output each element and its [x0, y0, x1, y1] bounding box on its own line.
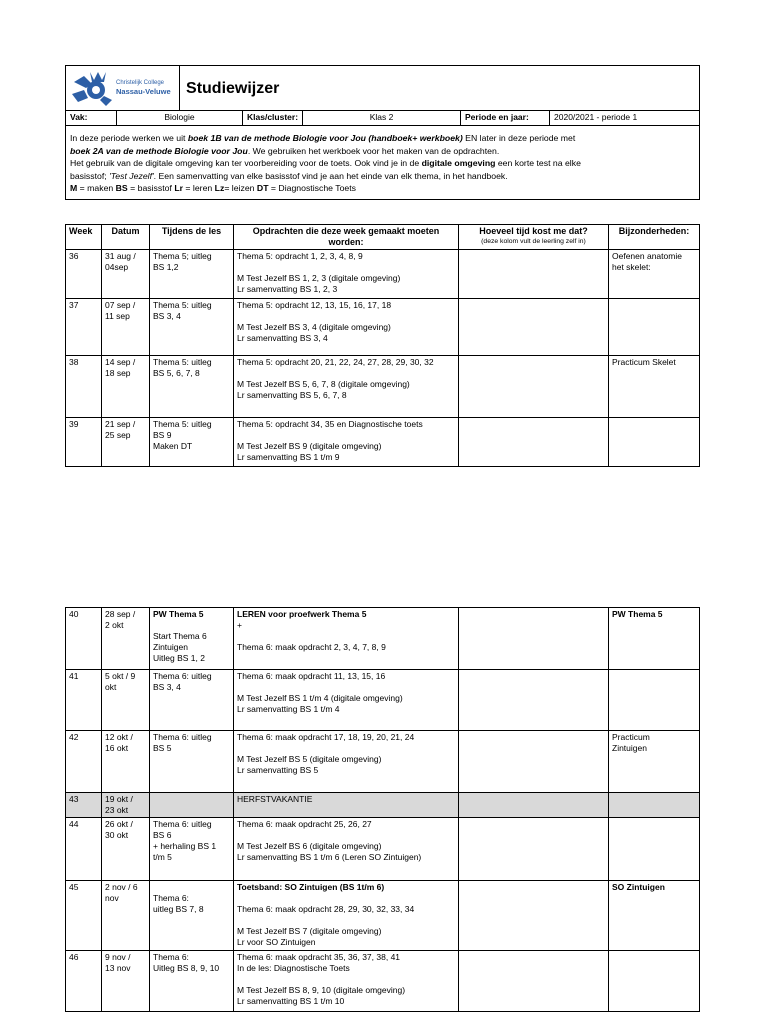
cell-text: t/m 5 [153, 852, 172, 862]
cell-text: 26 okt / [105, 819, 133, 829]
cell-text: Practicum Skelet [612, 357, 676, 367]
cell-text: 30 okt [105, 830, 129, 840]
cell-text: 13 nov [105, 963, 131, 973]
col-opdrachten: Opdrachten die deze week gemaakt moeten worden: [234, 225, 459, 250]
nassau-veluwe-crest-icon [70, 68, 114, 108]
cell-text: 2 okt [105, 620, 124, 630]
tijdens-cell [150, 418, 234, 467]
datum-cell [102, 608, 150, 670]
cell-text: Thema 6: uitleg [153, 732, 212, 742]
cell-text: 37 [69, 300, 79, 310]
opdracht-cell [234, 793, 459, 818]
cell-text: okt [105, 682, 117, 692]
col-hoeveel-sub: (deze kolom vult de leerling zelf in) [481, 238, 586, 245]
tijd-cell[interactable] [459, 670, 609, 731]
week-cell [66, 793, 102, 818]
intro-text-1c: EN later in deze periode met [462, 133, 576, 143]
cell-text [237, 262, 455, 273]
tijdens-cell [150, 299, 234, 356]
cell-text: BS 3, 4 [153, 682, 181, 692]
tijdens-cell [150, 793, 234, 818]
intro-text [66, 126, 700, 200]
week-cell [66, 299, 102, 356]
table-row [66, 670, 700, 731]
col-datum: Datum [102, 225, 150, 250]
cell-text: 31 aug / [105, 251, 136, 261]
cell-text: 46 [69, 952, 79, 962]
cell-text: 43 [69, 794, 79, 804]
cell-text: Start Thema 6 [153, 631, 207, 641]
cell-text: 14 sep / [105, 357, 136, 367]
cell-text: PW Thema 5 [153, 609, 204, 619]
cell-text: LEREN voor proefwerk Thema 5 [237, 609, 367, 619]
logo-cell [66, 66, 180, 111]
cell-text: BS 6 [153, 830, 172, 840]
intro-text-3a: Het gebruik van de digitale omgeving kan ter voorbereiding voor de toets. Ook vind je in de [70, 158, 422, 168]
cell-text [237, 830, 455, 841]
cell-text [237, 893, 455, 904]
cell-text: 19 okt / [105, 794, 133, 804]
tijd-cell[interactable] [459, 818, 609, 881]
periode-label: Periode en jaar: [461, 111, 550, 126]
cell-text [153, 620, 230, 631]
cell-text: Thema 6: maak opdracht 25, 26, 27 [237, 819, 372, 829]
periode-value: 2020/2021 - periode 1 [550, 111, 700, 126]
legend-lz-text: = leizen [224, 183, 257, 193]
cell-text: Thema 6: [153, 952, 189, 962]
table-row [66, 731, 700, 793]
bijzonderheden-cell [609, 731, 700, 793]
table-row [66, 951, 700, 1012]
table-row [66, 299, 700, 356]
intro-text-3b: digitale omgeving [421, 158, 496, 168]
intro-text-4b: 'Test Jezelf' [109, 170, 154, 181]
cell-text: Thema 5: opdracht 34, 35 en Diagnostische toets [237, 419, 423, 429]
legend-lz: Lz [214, 183, 225, 193]
week-cell [66, 250, 102, 299]
opdracht-cell [234, 881, 459, 951]
datum-cell [102, 356, 150, 418]
datum-cell [102, 951, 150, 1012]
opdracht-cell [234, 670, 459, 731]
tijd-cell[interactable] [459, 793, 609, 818]
cell-text: 04sep [105, 262, 129, 272]
bijzonderheden-cell [609, 818, 700, 881]
cell-text: Lr voor SO Zintuigen [237, 937, 316, 947]
cell-text: Thema 6: maak opdracht 11, 13, 15, 16 [237, 671, 386, 681]
cell-text: 9 nov / [105, 952, 131, 962]
cell-text: 45 [69, 882, 79, 892]
bijzonderheden-cell [609, 670, 700, 731]
schedule-table-2 [65, 607, 700, 1012]
vak-value: Biologie [117, 111, 243, 126]
col-tijdens: Tijdens de les [150, 225, 234, 250]
opdracht-cell [234, 418, 459, 467]
cell-text: Thema 6: maak opdracht 35, 36, 37, 38, 41 [237, 952, 401, 962]
cell-text: 18 sep [105, 368, 131, 378]
cell-text: Uitleg BS 1, 2 [153, 653, 205, 663]
col-bijzonderheden: Bijzonderheden: [609, 225, 700, 250]
bijzonderheden-cell [609, 608, 700, 670]
legend-m-text: = maken [77, 183, 116, 193]
cell-text: Lr samenvatting BS 1 t/m 10 [237, 996, 345, 1006]
datum-cell [102, 793, 150, 818]
cell-text: Lr samenvatting BS 1, 2, 3 [237, 284, 338, 294]
table-row [66, 250, 700, 299]
bijzonderheden-cell [609, 951, 700, 1012]
cell-text: HERFSTVAKANTIE [237, 794, 313, 804]
week-cell [66, 608, 102, 670]
cell-text: M Test Jezelf BS 5, 6, 7, 8 (digitale omgeving) [237, 379, 410, 389]
cell-text: 23 okt [105, 805, 129, 815]
cell-text [237, 430, 455, 441]
legend-bs-text: = basisstof [127, 183, 175, 193]
cell-text: Toetsband: SO Zintuigen (BS 1t/m 6) [237, 882, 385, 892]
table-row [66, 881, 700, 951]
datum-cell [102, 818, 150, 881]
datum-cell [102, 881, 150, 951]
week-cell [66, 818, 102, 881]
intro-text-4c: . Een samenvatting van elke basisstof vind je aan het einde van elk thema, in het handboek. [153, 170, 508, 181]
col-week: Week [66, 225, 102, 250]
cell-text: 38 [69, 357, 79, 367]
tijdens-cell [150, 818, 234, 881]
week-cell [66, 670, 102, 731]
cell-text: 21 sep / [105, 419, 136, 429]
legend-dt: DT [256, 183, 269, 193]
school-logo [66, 68, 179, 108]
opdracht-cell [234, 356, 459, 418]
week-cell [66, 951, 102, 1012]
cell-text: BS 5, 6, 7, 8 [153, 368, 200, 378]
cell-text: 2 nov / 6 [105, 882, 138, 892]
table-row [66, 608, 700, 670]
cell-text: Zintuigen [153, 642, 188, 652]
cell-text: BS 5 [153, 743, 172, 753]
opdracht-cell [234, 299, 459, 356]
cell-text: Zintuigen [612, 743, 647, 753]
cell-text: 16 okt [105, 743, 129, 753]
cell-text [237, 311, 455, 322]
tijd-cell[interactable] [459, 731, 609, 793]
cell-text: 07 sep / [105, 300, 136, 310]
cell-text: 41 [69, 671, 79, 681]
cell-text: Thema 6: maak opdracht 2, 3, 4, 7, 8, 9 [237, 642, 386, 652]
table-row [66, 356, 700, 418]
cell-text [237, 631, 455, 642]
cell-text: uitleg BS 7, 8 [153, 904, 204, 914]
opdracht-cell [234, 951, 459, 1012]
legend-dt-text: = Diagnostische Toets [268, 183, 357, 193]
opdracht-cell [234, 608, 459, 670]
cell-text: Lr samenvatting BS 3, 4 [237, 333, 328, 343]
bijzonderheden-cell [609, 881, 700, 951]
intro-text-1b: boek 1B van de methode Biologie voor Jou (handboek+ werkboek) [187, 133, 463, 143]
cell-text: 12 okt / [105, 732, 133, 742]
cell-text: M Test Jezelf BS 7 (digitale omgeving) [237, 926, 382, 936]
cell-text: 28 sep / [105, 609, 136, 619]
cell-text: Thema 5: uitleg [153, 419, 212, 429]
cell-text: Lr samenvatting BS 1 t/m 9 [237, 452, 340, 462]
cell-text: Lr samenvatting BS 1 t/m 6 (Leren SO Zintuigen) [237, 852, 422, 862]
bijzonderheden-cell [609, 299, 700, 356]
cell-text: 42 [69, 732, 79, 742]
intro-text-3c: een korte test na elke [495, 158, 581, 168]
bijzonderheden-cell [609, 793, 700, 818]
cell-text: SO Zintuigen [612, 882, 665, 892]
cell-text: Oefenen anatomie [612, 251, 682, 261]
cell-text [237, 743, 455, 754]
cell-text: nov [105, 893, 119, 903]
cell-text: 11 sep [105, 311, 130, 321]
col-hoeveel-label: Hoeveel tijd kost me dat? [479, 226, 588, 236]
table-row [66, 793, 700, 818]
tijdens-cell [150, 608, 234, 670]
cell-text: Thema 6: uitleg [153, 819, 212, 829]
tijdens-cell [150, 881, 234, 951]
legend-m: M [70, 183, 78, 193]
logo-line-2: Nassau-Veluwe [116, 87, 171, 96]
legend-bs: BS [115, 183, 128, 193]
cell-text [237, 915, 455, 926]
schedule-table-1 [65, 224, 700, 467]
datum-cell [102, 299, 150, 356]
cell-text: Lr samenvatting BS 1 t/m 4 [237, 704, 340, 714]
cell-text: BS 1,2 [153, 262, 179, 272]
cell-text: Thema 6: [153, 893, 189, 903]
vak-label: Vak: [66, 111, 117, 126]
intro-text-1a: In deze periode werken we uit [70, 133, 188, 143]
logo-line-1: Christelijk College [116, 80, 165, 86]
tijdens-cell [150, 731, 234, 793]
tijd-cell[interactable] [459, 418, 609, 467]
cell-text: Thema 6: maak opdracht 17, 18, 19, 20, 21, 24 [237, 732, 415, 742]
cell-text: 44 [69, 819, 79, 829]
cell-text [237, 974, 455, 985]
cell-text [153, 882, 230, 893]
cell-text: 40 [69, 609, 79, 619]
table-row [66, 418, 700, 467]
header-table [65, 65, 700, 200]
cell-text: Lr samenvatting BS 5, 6, 7, 8 [237, 390, 347, 400]
legend-lr-text: = leren [183, 183, 215, 193]
tijd-cell[interactable] [459, 356, 609, 418]
datum-cell [102, 250, 150, 299]
cell-text: Maken DT [153, 441, 193, 451]
cell-text: In de les: Diagnostische Toets [237, 963, 350, 973]
tijd-cell[interactable] [459, 250, 609, 299]
cell-text [237, 368, 455, 379]
week-cell [66, 881, 102, 951]
week-cell [66, 356, 102, 418]
col-hoeveel [459, 225, 609, 250]
cell-text: M Test Jezelf BS 6 (digitale omgeving) [237, 841, 382, 851]
cell-text: Thema 6: uitleg [153, 671, 212, 681]
cell-text [237, 682, 455, 693]
cell-text: Practicum [612, 732, 650, 742]
tijdens-cell [150, 356, 234, 418]
tijdens-cell [150, 670, 234, 731]
cell-text: + herhaling BS 1 [153, 841, 217, 851]
opdracht-cell [234, 250, 459, 299]
tijdens-cell [150, 250, 234, 299]
cell-text: M Test Jezelf BS 8, 9, 10 (digitale omgeving) [237, 985, 406, 995]
cell-text: Thema 5; uitleg [153, 251, 212, 261]
page-title: Studiewijzer [180, 66, 700, 111]
cell-text: het skelet: [612, 262, 651, 272]
cell-text: M Test Jezelf BS 1, 2, 3 (digitale omgeving) [237, 273, 401, 283]
week-cell [66, 731, 102, 793]
cell-text: Thema 6: maak opdracht 28, 29, 30, 32, 33, 34 [237, 904, 415, 914]
cell-text: M Test Jezelf BS 3, 4 (digitale omgeving) [237, 322, 391, 332]
cell-text: Uitleg BS 8, 9, 10 [153, 963, 220, 973]
cell-text: BS 9 [153, 430, 172, 440]
bijzonderheden-cell [609, 250, 700, 299]
cell-text: Thema 5: uitleg [153, 357, 212, 367]
cell-text: M Test Jezelf BS 9 (digitale omgeving) [237, 441, 382, 451]
week-cell [66, 418, 102, 467]
tijd-cell[interactable] [459, 299, 609, 356]
intro-text-4a: basisstof; [70, 170, 110, 181]
bijzonderheden-cell [609, 418, 700, 467]
cell-text: 25 sep [105, 430, 131, 440]
cell-text: 36 [69, 251, 79, 261]
opdracht-cell [234, 818, 459, 881]
tijd-cell[interactable] [459, 951, 609, 1012]
tijd-cell[interactable] [459, 608, 609, 670]
cell-text: 5 okt / 9 [105, 671, 136, 681]
intro-text-2a: boek 2A van de methode Biologie voor Jou [70, 145, 248, 156]
cell-text: Lr samenvatting BS 5 [237, 765, 319, 775]
klas-value: Klas 2 [303, 111, 461, 126]
tijdens-cell [150, 951, 234, 1012]
cell-text: Thema 5: uitleg [153, 300, 212, 310]
cell-text: 39 [69, 419, 79, 429]
legend-lr: Lr [174, 183, 184, 193]
intro-text-2b: . We gebruiken het werkboek voor het maken van de opdrachten. [247, 145, 500, 156]
klas-label: Klas/cluster: [243, 111, 303, 126]
cell-text: + [237, 620, 242, 630]
cell-text: M Test Jezelf BS 1 t/m 4 (digitale omgeving) [237, 693, 403, 703]
tijd-cell[interactable] [459, 881, 609, 951]
table-row [66, 818, 700, 881]
cell-text: BS 3, 4 [153, 311, 181, 321]
cell-text: Thema 5: opdracht 20, 21, 22, 24, 27, 28, 29, 30, 32 [237, 357, 434, 367]
cell-text: M Test Jezelf BS 5 (digitale omgeving) [237, 754, 382, 764]
bijzonderheden-cell [609, 356, 700, 418]
cell-text: Thema 5: opdracht 1, 2, 3, 4, 8, 9 [237, 251, 363, 261]
cell-text: PW Thema 5 [612, 609, 663, 619]
cell-text: Thema 5: opdracht 12, 13, 15, 16, 17, 18 [237, 300, 392, 310]
opdracht-cell [234, 731, 459, 793]
datum-cell [102, 670, 150, 731]
datum-cell [102, 731, 150, 793]
datum-cell [102, 418, 150, 467]
